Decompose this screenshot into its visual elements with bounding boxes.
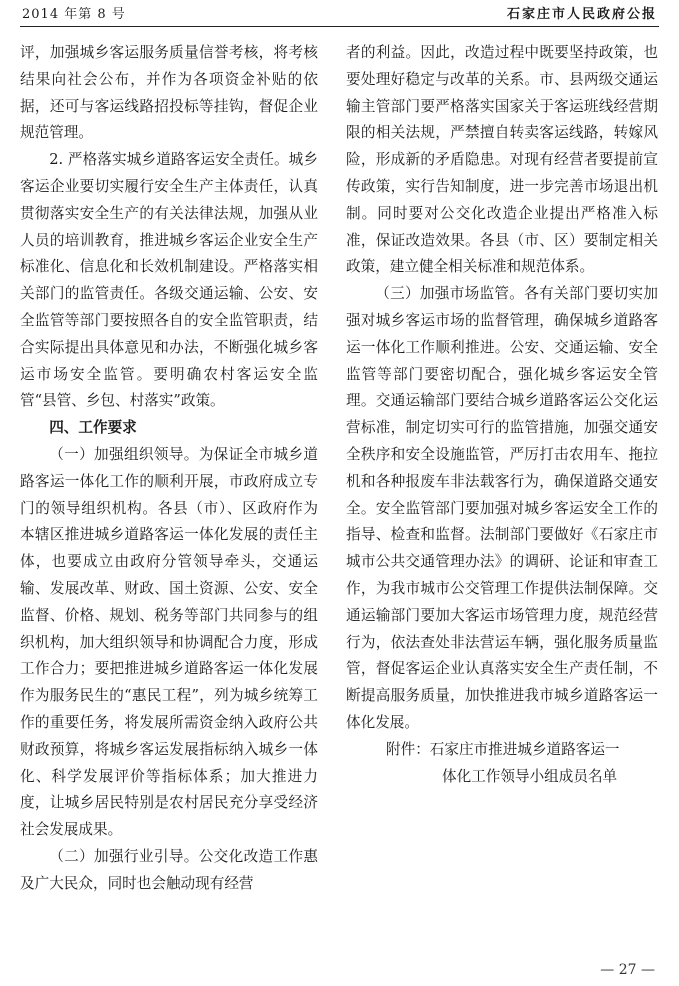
attachment-label-cont: 体化工作领导小组成员名单 (442, 767, 618, 785)
right-column (346, 40, 658, 790)
paragraph: （三）加强市场监管。各有关部门要切实加强对城乡客运市场的监督管理，确保城乡道路客运一体化工作顺利推进。公安、交通运输、安全监管等部门要密切配合，强化城乡客运安全管理。交通运输部门要结合城乡道路客运公交化运营标准，制定切实可行的监管措施，加强交通安全秩序和安全设施监管，严厉打击农用车、拖拉机和各种报废车非法载客行为，确保道路交通安全。安全监管部门要加强对城乡客运安全工作的指导、检查和监督。法制部门要做好《石家庄市城市公共交通管理办法》的调研、论证和审查工作，为我市城市公交管理工作提供法制保障。交通运输部门要加大客运市场管理力度，规范经营行为，依法查处非法营运车辆，强化服务质量监管，督促客运企业认真落实安全生产责任制，不断提高服务质量，加快推进我市城乡道路客运一体化发展。 (346, 285, 658, 731)
paragraph: 评，加强城乡客运服务质量信誉考核，将考核结果向社会公布，并作为各项资金补贴的依据，还可与客运线路招投标等挂钩，督促企业规范管理。 (20, 44, 318, 142)
attachment-label: 附件：石家庄市推进城乡道路客运一 (386, 740, 620, 758)
page-number: — 27 — (600, 962, 655, 978)
paragraph: （一）加强组织领导。为保证全市城乡道路客运一体化工作的顺利开展，市政府成立专门的领导组织机构。各县（市）、区政府作为本辖区推进城乡道路客运一体化发展的责任主体，也要成立由政府分管领导牵头，交通运输、发展改革、财政、国土资源、公安、安全监督、价格、规划、税务等部门共同参与的组织机构，加大组织领导和协调配合力度，形成工作合力；要把推进城乡道路客运一体化发展作为服务民生的“惠民工程”，列为城乡统筹工作的重要任务，将发展所需资金纳入政府公共财政预算，将城乡客运发展指标纳入城乡一体化、科学发展评价等指标体系；加大推进力度，让城乡居民特别是农村居民充分享受经济社会发展成果。 (20, 445, 318, 839)
paragraph: （二）加强行业引导。公交化改造工作惠及广大民众，同时也会触动现有经营 (20, 847, 318, 892)
issue-label: 2014 年第 8 号 (22, 7, 126, 22)
paragraph: 2. 严格落实城乡道路客运安全责任。城乡客运企业要切实履行安全生产主体责任，认真贯彻落实安全生产的有关法律法规，加强从业人员的培训教育，推进城乡客运企业安全生产标准化、信息化和长效机制建设。严格落实相关部门的监管责任。各级交通运输、公安、安全监管等部门要按照各自的安全监管职责，结合实际提出具体意见和办法，不断强化城乡客运市场安全监管。要明确农村客运安全监管“县管、乡包、村落实”政策。 (20, 151, 318, 410)
page-header (20, 4, 659, 27)
left-column (20, 40, 318, 898)
paragraph: 者的利益。因此，改造过程中既要坚持政策，也要处理好稳定与改革的关系。市、县两级交通运输主管部门要严格落实国家关于客运班线经营期限的相关法规，严禁擅自转卖客运线路，转嫁风险，形成新的矛盾隐患。对现有经营者要提前宣传政策，实行告知制度，进一步完善市场退出机制。同时要对公交化改造企业提出严格准入标准，保证改造效果。各县（市、区）要制定相关政策，建立健全相关标准和规范体系。 (346, 44, 658, 276)
section-heading: 四、工作要求 (49, 419, 137, 437)
publication-title: 石家庄市人民政府公报 (506, 7, 657, 22)
